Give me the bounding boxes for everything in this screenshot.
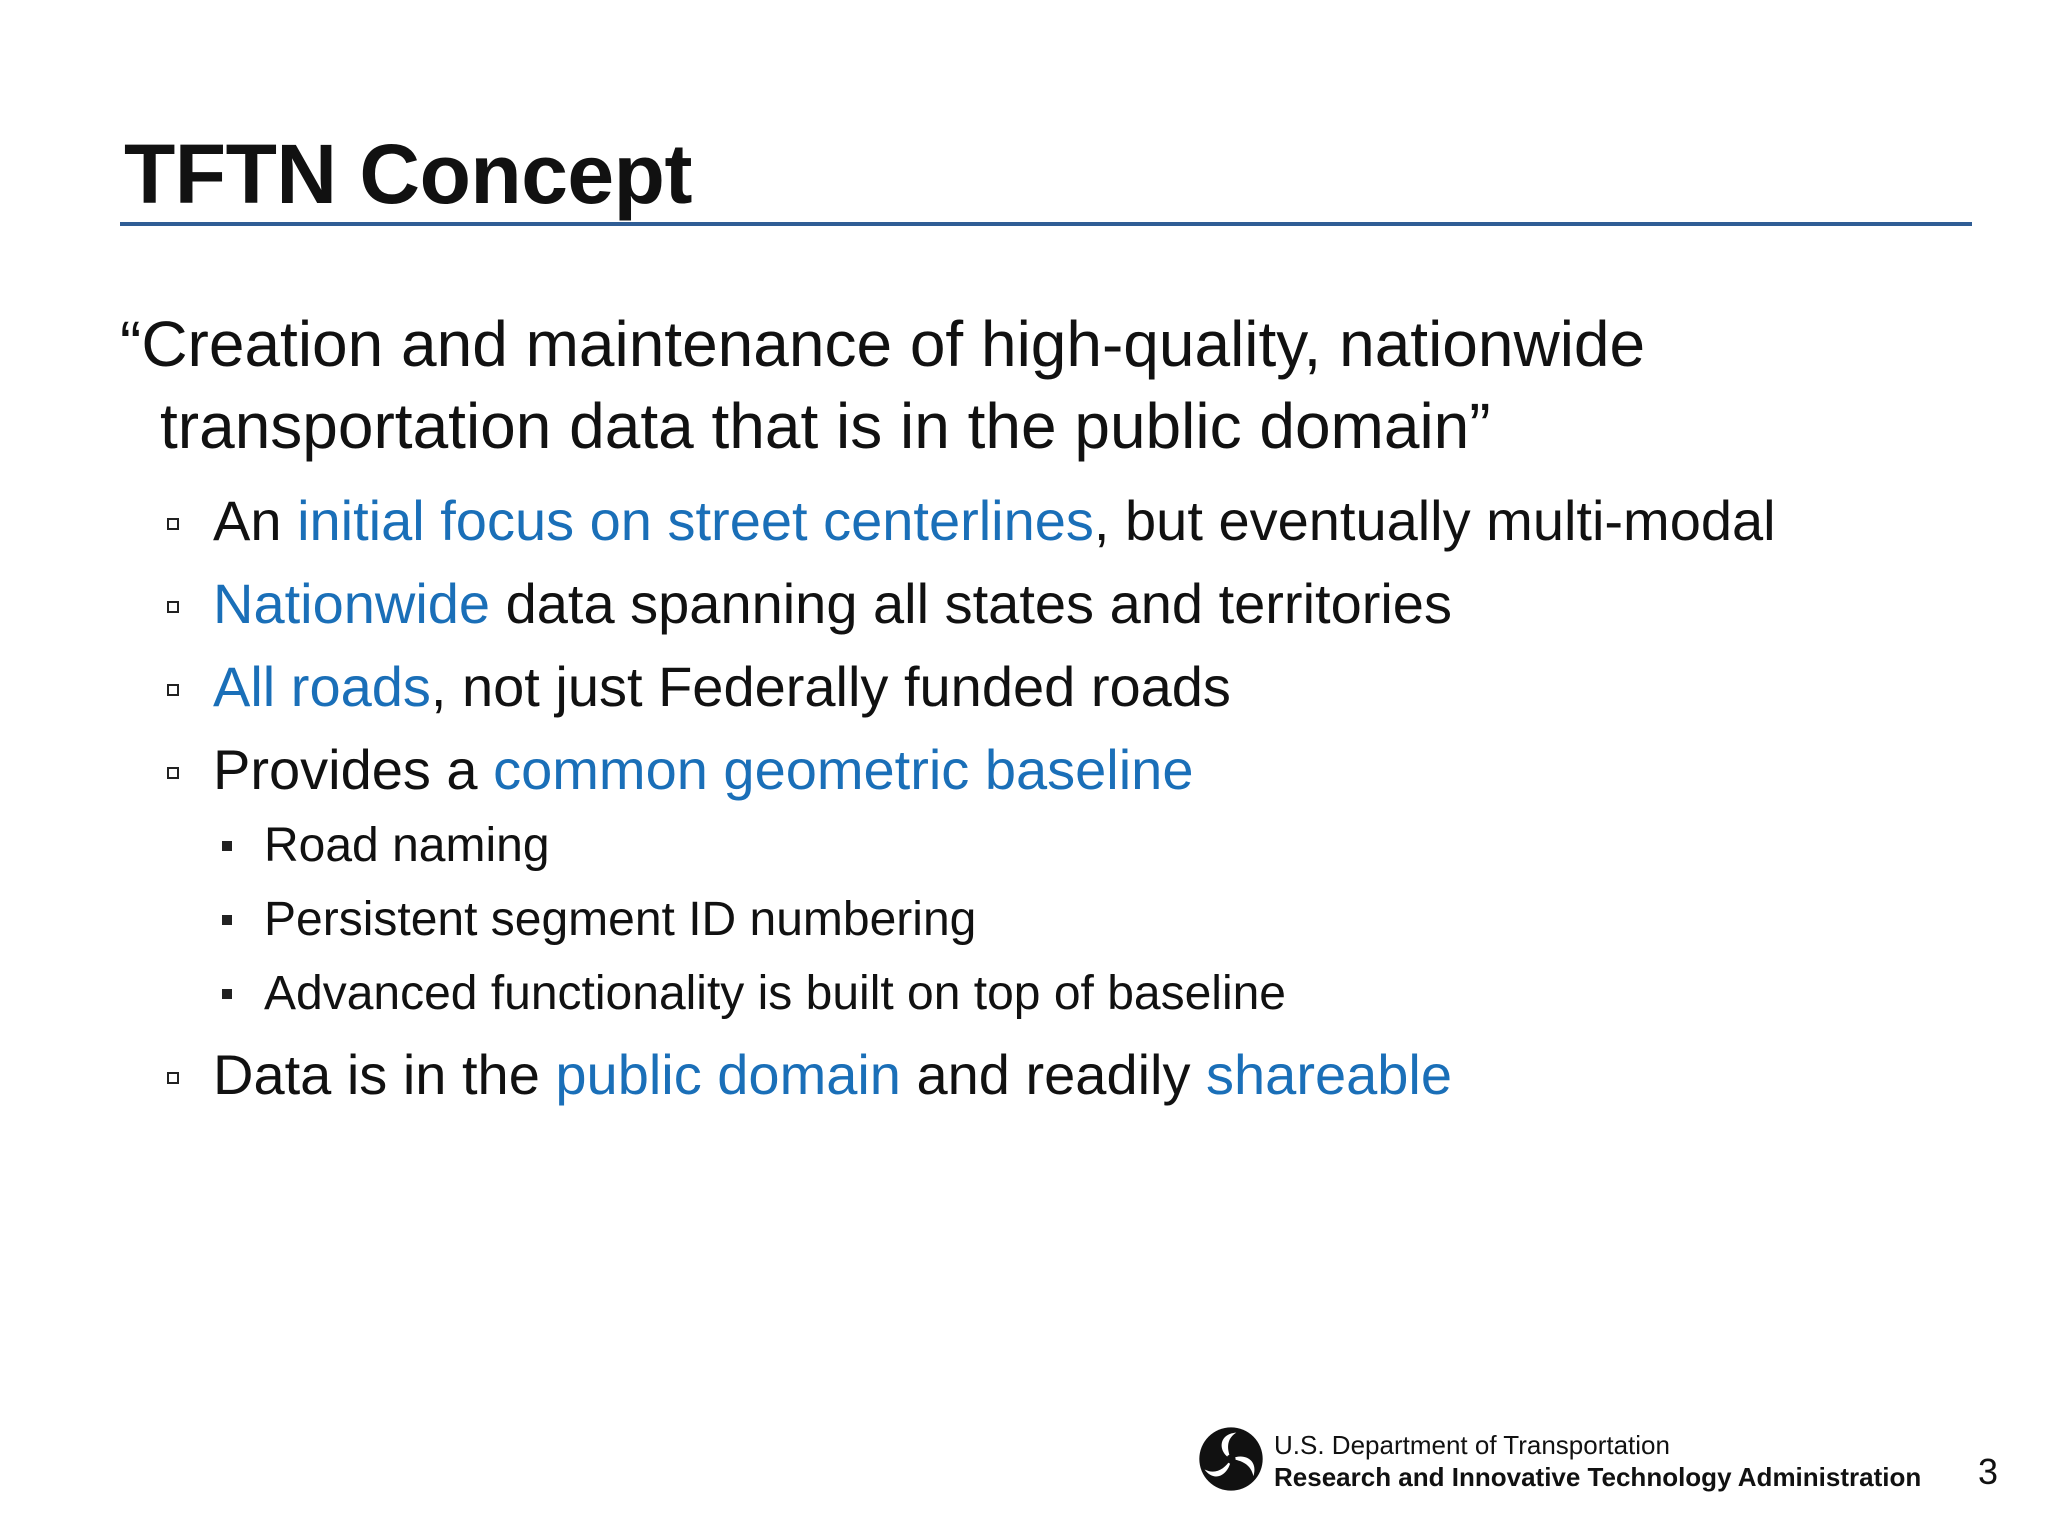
page-number: 3 [1978, 1451, 1999, 1492]
hollow-square-bullet-icon [167, 518, 179, 530]
sub-bullet-item: Persistent segment ID numbering [264, 893, 977, 946]
bullet-text: An [213, 489, 298, 552]
definition-quote: “Creation and maintenance of high-quality, nationwide transportation data that is in the public domain” [120, 308, 1646, 462]
bullet-highlight: All roads [213, 655, 431, 718]
bullet-item [213, 488, 1776, 554]
hollow-square-bullet-icon [167, 1072, 179, 1084]
bullet-text: and readily [900, 1043, 1207, 1106]
bullet-text: , but eventually multi-modal [1093, 489, 1776, 552]
sub-bullet-item: Advanced functionality is built on top of baseline [264, 967, 1286, 1020]
bullet-text: Data is in the [213, 1043, 556, 1106]
slide-title: TFTN Concept [124, 127, 692, 221]
hollow-square-bullet-icon [167, 601, 179, 613]
bullet-highlight: Nationwide [213, 572, 491, 635]
bullet-highlight: initial focus on street centerlines [297, 489, 1094, 552]
footer-org-department: U.S. Department of Transportation [1274, 1430, 1670, 1460]
bullet-highlight: shareable [1206, 1043, 1452, 1106]
filled-square-bullet-icon [222, 989, 232, 999]
sub-bullet-item: Road naming [264, 819, 550, 872]
bullet-highlight: common geometric baseline [493, 738, 1194, 801]
bullet-item [213, 1042, 1452, 1108]
footer-org-administration: Research and Innovative Technology Administration [1274, 1462, 1922, 1492]
hollow-square-bullet-icon [167, 684, 179, 696]
hollow-square-bullet-icon [167, 767, 179, 779]
title-divider [120, 222, 1972, 226]
filled-square-bullet-icon [222, 841, 232, 851]
dot-triskelion-logo-icon [1198, 1426, 1264, 1492]
bullet-item [213, 737, 1193, 803]
bullet-item [213, 654, 1231, 720]
bullet-text: , not just Federally funded roads [430, 655, 1231, 718]
bullet-text: Provides a [213, 738, 494, 801]
bullet-text: data spanning all states and territories [490, 572, 1452, 635]
filled-square-bullet-icon [222, 915, 232, 925]
bullet-highlight: public domain [555, 1043, 901, 1106]
bullet-item [213, 571, 1452, 637]
